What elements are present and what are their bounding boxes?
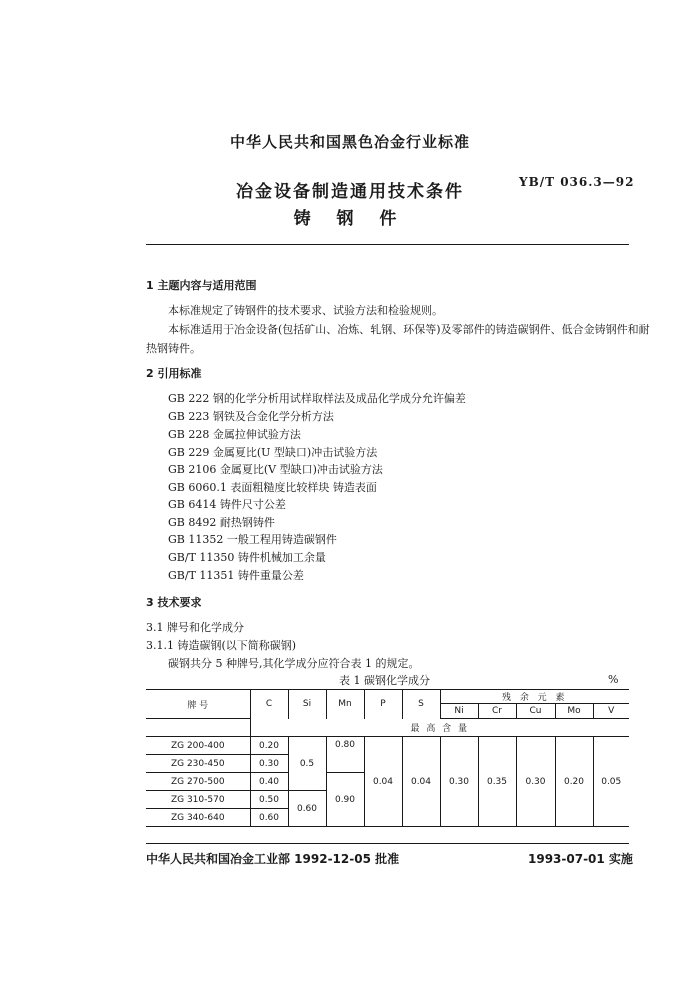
c-cell: 0.40 <box>250 773 288 791</box>
c-cell: 0.20 <box>250 737 288 755</box>
chemical-composition-table <box>146 689 629 827</box>
reference-item: GB 2106 金属夏比(V 型缺口)冲击试验方法 <box>168 463 383 476</box>
section-1-para-1: 本标准规定了铸钢件的技术要求、试验方法和检验规则。 <box>168 304 443 317</box>
header-ni: Ni <box>440 704 478 719</box>
c-cell: 0.60 <box>250 809 288 827</box>
mn-cell: 0.90 <box>326 773 364 827</box>
reference-item: GB 229 金属夏比(U 型缺口)冲击试验方法 <box>168 446 378 459</box>
document-title: 冶金设备制造通用技术条件 <box>236 182 464 202</box>
header-residual-elements: 残 余 元 素 <box>440 690 629 704</box>
ni-cell: 0.30 <box>440 737 478 827</box>
c-cell: 0.50 <box>250 791 288 809</box>
reference-item: GB 228 金属拉伸试验方法 <box>168 428 301 441</box>
mn-cell: 0.80 <box>326 737 364 773</box>
header-grade: 牌 号 <box>146 690 250 719</box>
grade-cell: ZG 200-400 <box>146 737 250 755</box>
reference-item: GB 6414 铸件尺寸公差 <box>168 498 286 511</box>
grade-cell: ZG 310-570 <box>146 791 250 809</box>
cu-cell: 0.30 <box>516 737 555 827</box>
table-1-unit: % <box>608 673 619 686</box>
section-2-heading: 2 引用标准 <box>146 367 202 380</box>
header-cr: Cr <box>478 704 516 719</box>
approval-line: 中华人民共和国冶金工业部 1992-12-05 批准 <box>146 852 400 866</box>
header-mn: Mn <box>326 690 364 719</box>
reference-item: GB/T 11351 铸件重量公差 <box>168 569 304 582</box>
section-3-1-1-heading: 3.1.1 铸造碳钢(以下简称碳钢) <box>146 639 297 652</box>
issuing-authority: 中华人民共和国黑色冶金行业标准 <box>229 133 470 151</box>
v-cell: 0.05 <box>593 737 629 827</box>
grade-cell: ZG 270-500 <box>146 773 250 791</box>
grade-cell: ZG 340-640 <box>146 809 250 827</box>
header-p: P <box>364 690 402 719</box>
section-3-para: 碳钢共分 5 种牌号,其化学成分应符合表 1 的规定。 <box>168 657 420 670</box>
table-1-caption: 表 1 碳钢化学成分 <box>339 674 430 687</box>
header-si: Si <box>288 690 326 719</box>
header-grade-cont <box>146 719 250 737</box>
header-v: V <box>593 704 629 719</box>
mo-cell: 0.20 <box>555 737 593 827</box>
header-mo: Mo <box>555 704 593 719</box>
reference-item: GB 6060.1 表面粗糙度比较样块 铸造表面 <box>168 481 377 494</box>
section-1-para-2: 本标准适用于冶金设备(包括矿山、冶炼、轧钢、环保等)及零部件的铸造碳钢件、低合金铸钢件和耐 <box>168 323 650 336</box>
reference-item: GB 223 钢铁及合金化学分析方法 <box>168 410 334 423</box>
si-cell: 0.5 <box>288 737 326 791</box>
si-cell: 0.60 <box>288 791 326 827</box>
grade-cell: ZG 230-450 <box>146 755 250 773</box>
section-3-1-heading: 3.1 牌号和化学成分 <box>146 621 244 634</box>
header-rule <box>146 244 629 245</box>
reference-item: GB 8492 耐热钢铸件 <box>168 516 275 529</box>
section-3-heading: 3 技术要求 <box>146 596 202 609</box>
p-cell: 0.04 <box>364 737 402 827</box>
reference-item: GB 11352 一般工程用铸造碳钢件 <box>168 533 337 546</box>
footer-rule <box>146 843 629 844</box>
header-max-content: 最 高 含 量 <box>250 719 629 737</box>
header-cu: Cu <box>516 704 555 719</box>
document-subtitle: 铸 钢 件 <box>293 209 407 229</box>
c-cell: 0.30 <box>250 755 288 773</box>
section-1-para-2-cont: 热钢铸件。 <box>146 342 201 355</box>
effective-date: 1993-07-01 实施 <box>528 852 633 866</box>
section-1-heading: 1 主题内容与适用范围 <box>146 279 257 292</box>
standard-number: YB/T 036.3—92 <box>519 175 635 189</box>
header-c: C <box>250 690 288 719</box>
s-cell: 0.04 <box>402 737 440 827</box>
header-s: S <box>402 690 440 719</box>
reference-item: GB/T 11350 铸件机械加工余量 <box>168 551 326 564</box>
cr-cell: 0.35 <box>478 737 516 827</box>
reference-item: GB 222 钢的化学分析用试样取样法及成品化学成分允许偏差 <box>168 392 466 405</box>
